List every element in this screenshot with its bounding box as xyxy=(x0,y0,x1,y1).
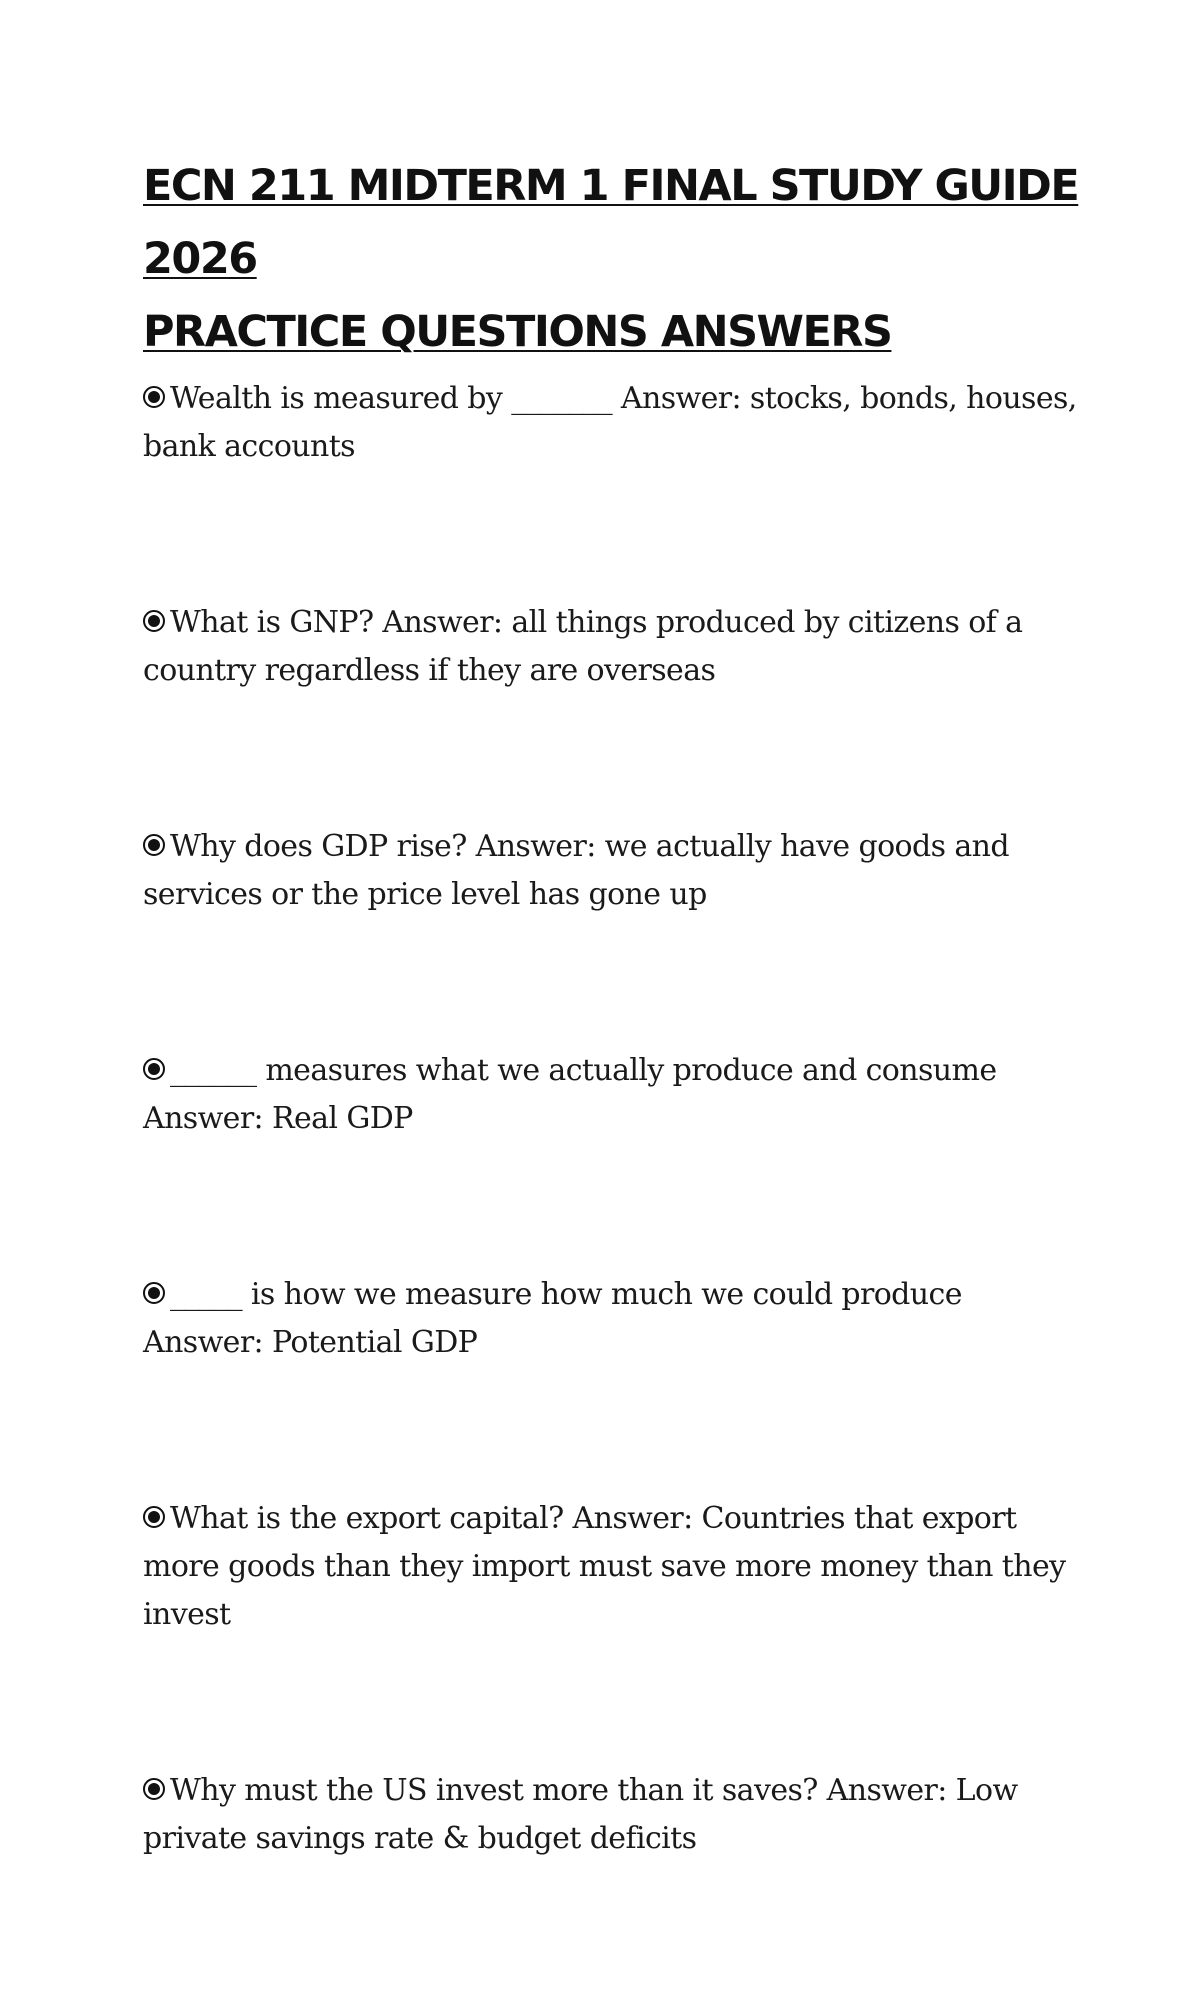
list-item xyxy=(143,823,1083,919)
page-title xyxy=(143,150,1083,369)
question-answer-list xyxy=(143,375,1083,1991)
list-item xyxy=(143,1767,1083,1863)
radio-bullet-icon xyxy=(143,1058,165,1080)
radio-bullet-icon xyxy=(143,834,165,856)
radio-bullet-icon xyxy=(143,386,165,408)
list-item xyxy=(143,1271,1083,1367)
item-text: ______ measures what we actually produce and consume Answer: Real GDP xyxy=(143,1053,997,1136)
item-text: What is GNP? Answer: all things produced by citizens of a country regardless if they are overseas xyxy=(143,605,1023,688)
item-text: _____ is how we measure how much we could produce Answer: Potential GDP xyxy=(143,1277,962,1360)
item-text: Why does GDP rise? Answer: we actually have goods and services or the price level has gone up xyxy=(143,829,1009,912)
radio-bullet-icon xyxy=(143,610,165,632)
list-item xyxy=(143,1047,1083,1143)
radio-bullet-icon xyxy=(143,1506,165,1528)
item-text: What is the export capital? Answer: Countries that export more goods than they import must save more money than they invest xyxy=(143,1501,1066,1632)
title-line-2: PRACTICE QUESTIONS ANSWERS xyxy=(143,307,892,357)
title-line-1: ECN 211 MIDTERM 1 FINAL STUDY GUIDE 2026 xyxy=(143,161,1079,284)
radio-bullet-icon xyxy=(143,1282,165,1304)
radio-bullet-icon xyxy=(143,1778,165,1800)
item-text: Why must the US invest more than it saves? Answer: Low private savings rate & budget deficits xyxy=(143,1773,1018,1856)
list-item xyxy=(143,1495,1083,1639)
list-item xyxy=(143,375,1083,471)
item-text: Wealth is measured by _______ Answer: stocks, bonds, houses, bank accounts xyxy=(143,381,1077,464)
list-item xyxy=(143,599,1083,695)
